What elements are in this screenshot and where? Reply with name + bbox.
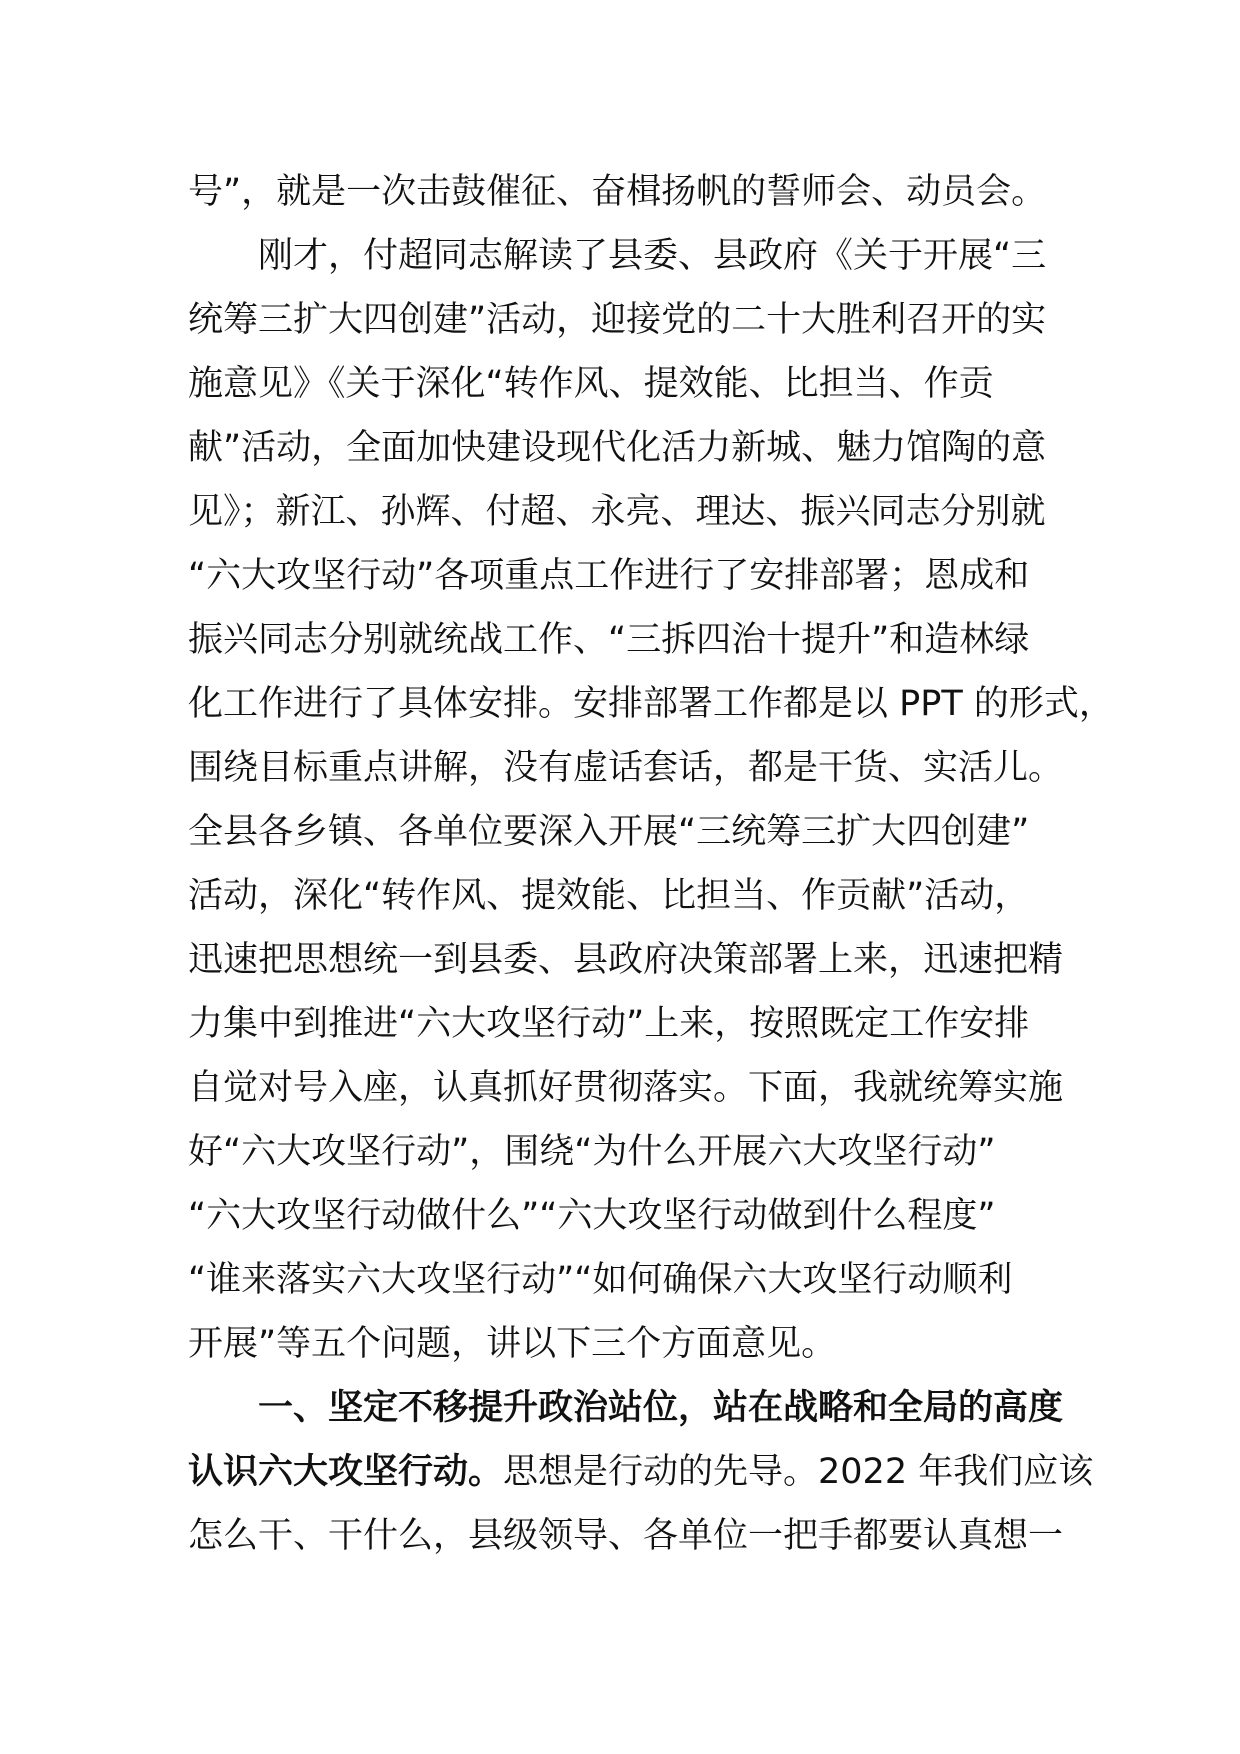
text-line: “六大攻坚行动”各项重点工作进行了安排部署；恩成和 — [188, 556, 1030, 596]
text-line: 献”活动，全面加快建设现代化活力新城、魅力馆陶的意 — [188, 428, 1047, 468]
text-line: 见》；新江、孙辉、付超、永亮、理达、振兴同志分别就 — [188, 492, 1046, 532]
section-heading-end: 认识六大攻坚行动。 — [188, 1452, 504, 1492]
text-line: 怎么干、干什么，县级领导、各单位一把手都要认真想一 — [188, 1516, 1064, 1556]
section-heading-continuation — [188, 1440, 1094, 1504]
text-line: 全县各乡镇、各单位要深入开展“三统筹三扩大四创建” — [188, 812, 1030, 852]
text-line: 施意见》《关于深化“转作风、提效能、比担当、作贡 — [188, 364, 994, 404]
section-heading: 一、坚定不移提升政治站位，站在战略和全局的高度 — [258, 1388, 1064, 1428]
text-line: 化工作进行了具体安排。安排部署工作都是以 PPT 的形式， — [188, 684, 1114, 724]
text-line: 力集中到推进“六大攻坚行动”上来，按照既定工作安排 — [188, 1004, 1030, 1044]
text-line: 统筹三扩大四创建”活动，迎接党的二十大胜利召开的实 — [188, 300, 1047, 340]
body-text: 思想是行动的先导。2022 年我们应该 — [503, 1452, 1094, 1492]
text-line: 好“六大攻坚行动”，围绕“为什么开展六大攻坚行动” — [188, 1132, 996, 1172]
text-line: “六大攻坚行动做什么”“六大攻坚行动做到什么程度” — [188, 1196, 996, 1236]
text-line: “谁来落实六大攻坚行动”“如何确保六大攻坚行动顺利 — [188, 1260, 1013, 1300]
paragraph-first-line: 刚才，付超同志解读了县委、县政府《关于开展“三 — [258, 236, 1047, 276]
text-line: 迅速把思想统一到县委、县政府决策部署上来，迅速把精 — [188, 940, 1064, 980]
text-line: 围绕目标重点讲解，没有虚话套话，都是干货、实活儿。 — [188, 748, 1064, 788]
text-line: 自觉对号入座，认真抓好贯彻落实。下面，我就统筹实施 — [188, 1068, 1064, 1108]
text-line: 号”，就是一次击鼓催征、奋楫扬帆的誓师会、动员会。 — [188, 172, 1047, 212]
text-line: 活动，深化“转作风、提效能、比担当、作贡献”活动， — [188, 876, 1030, 916]
text-line: 振兴同志分别就统战工作、“三拆四治十提升”和造林绿 — [188, 620, 1030, 660]
text-line: 开展”等五个问题，讲以下三个方面意见。 — [188, 1324, 837, 1364]
